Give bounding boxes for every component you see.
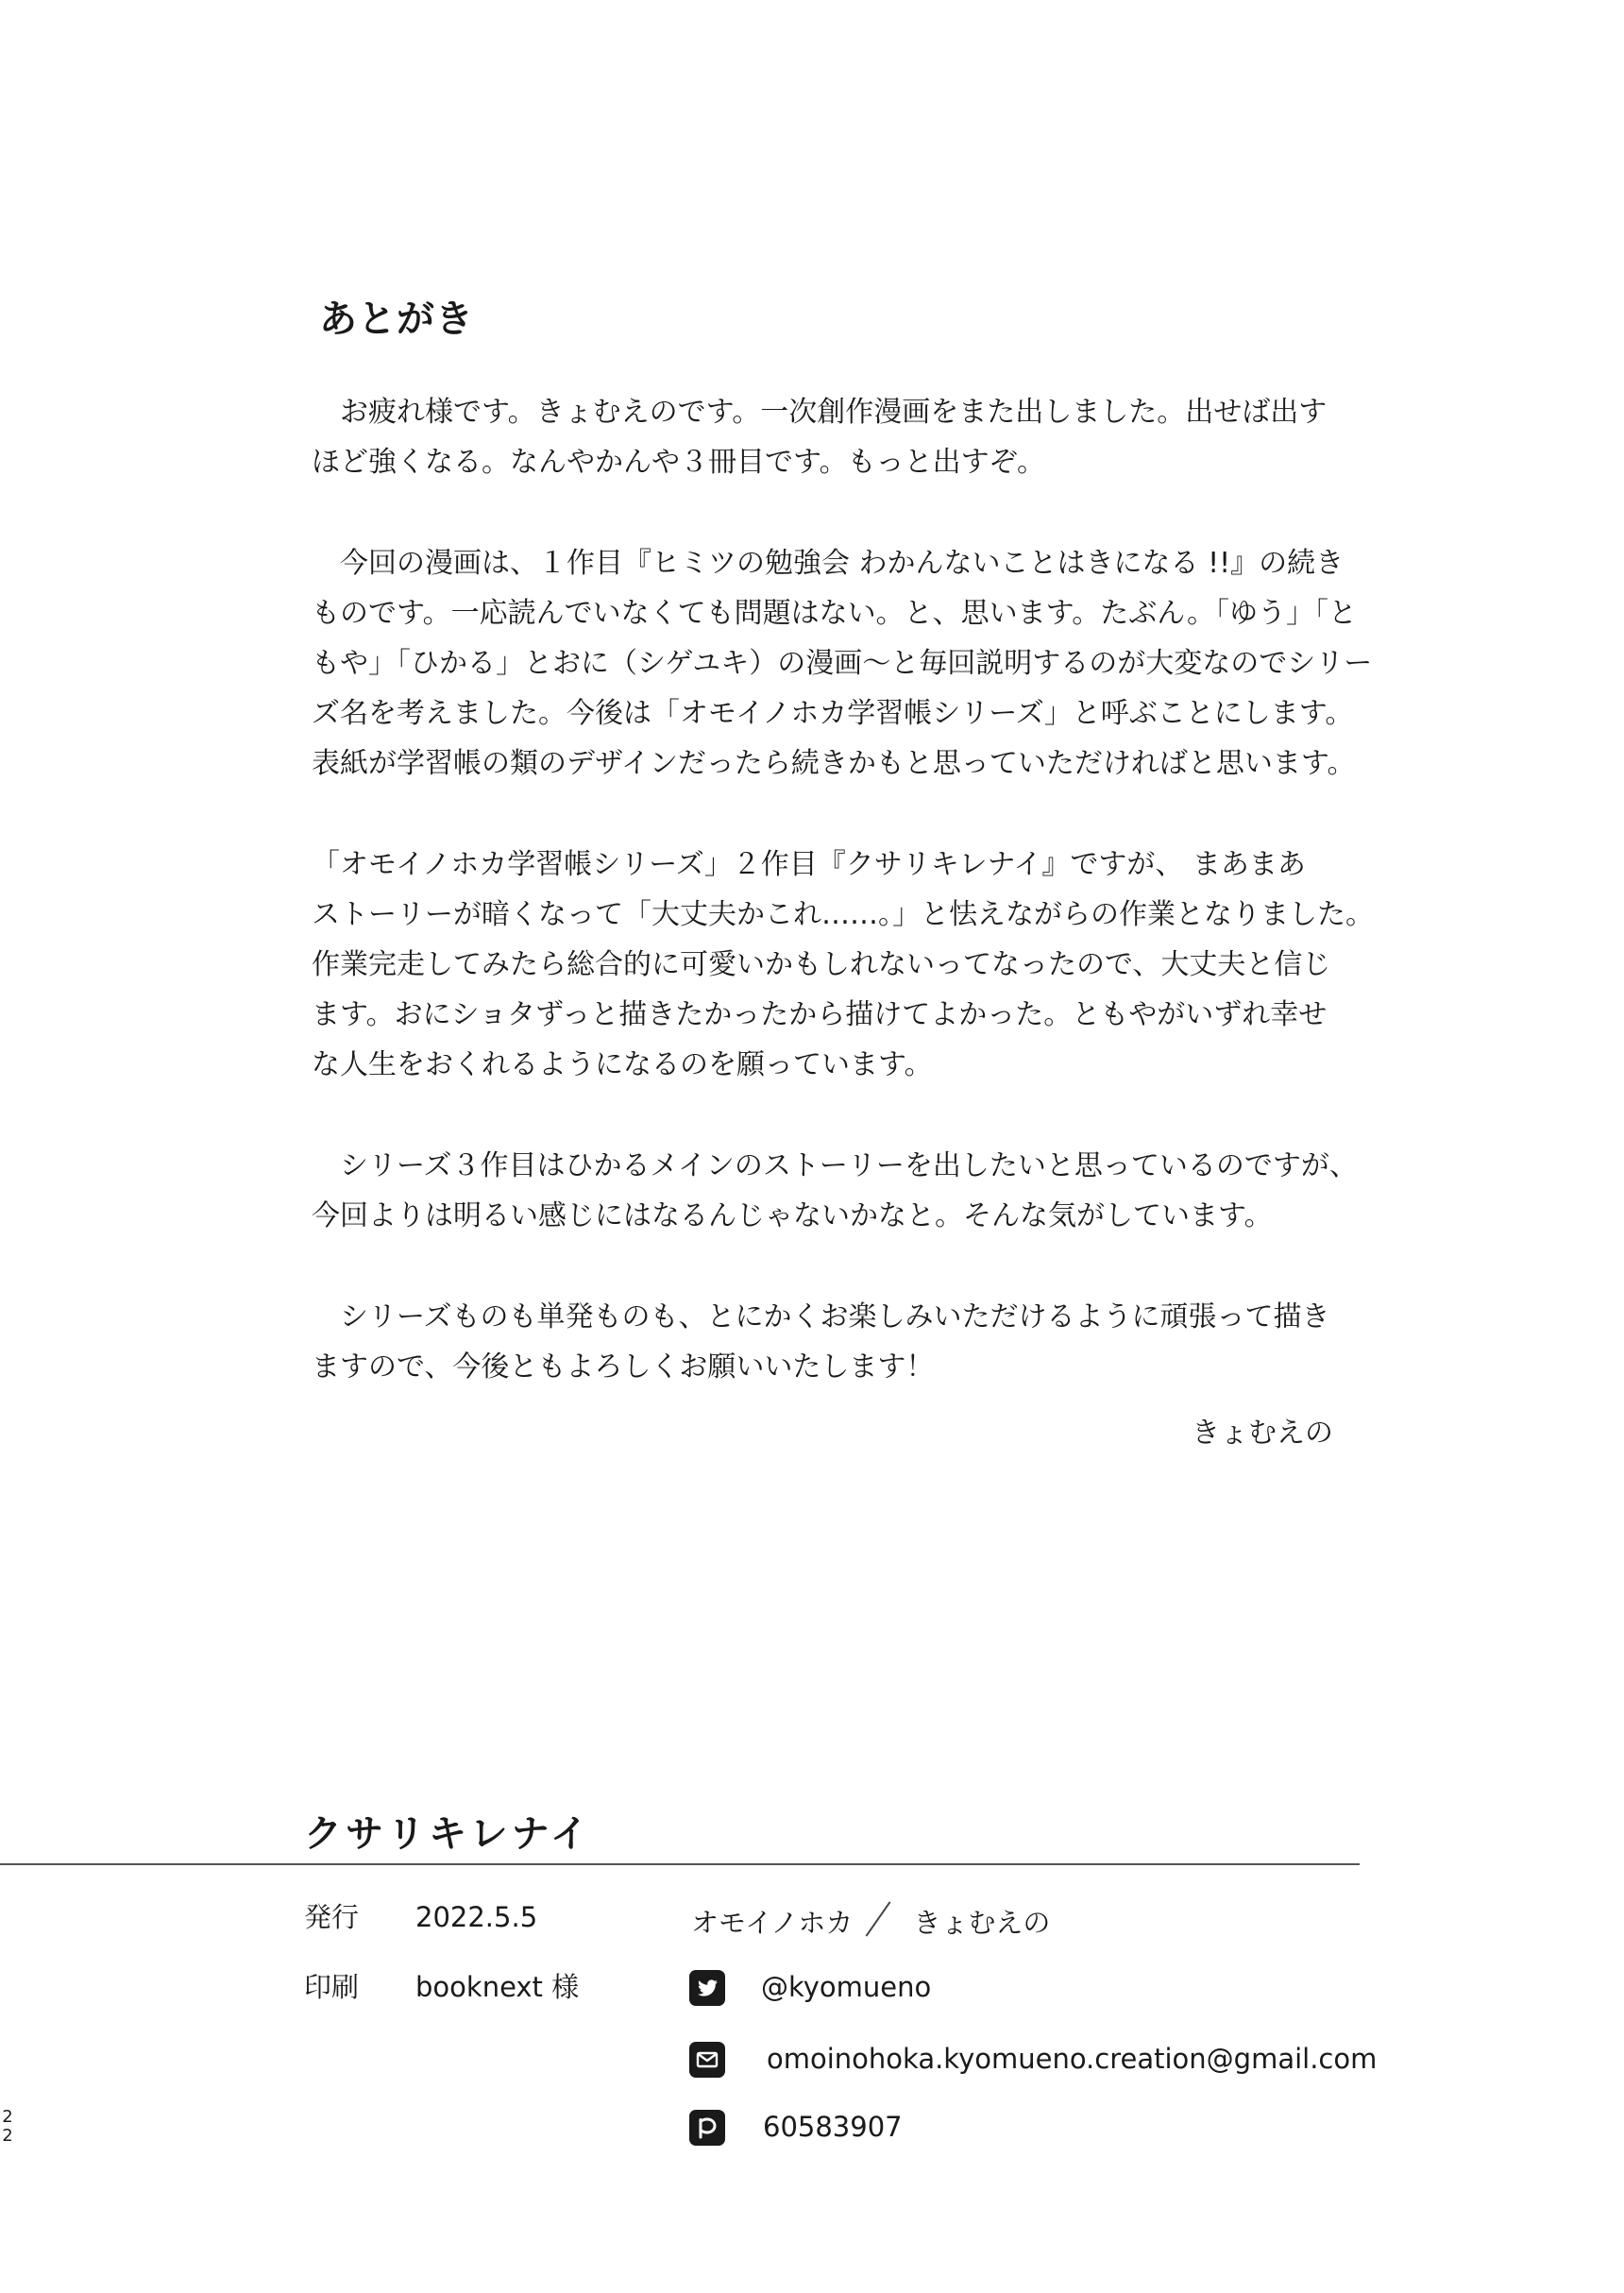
published-label: 発行 <box>304 1901 360 1933</box>
afterword-paragraph-4 <box>312 1141 1369 1241</box>
text-line: 今回の漫画は、１作目『ヒミツの勉強会 わかんないことはきになる !!』の続き <box>312 547 1345 580</box>
text-line: シリーズものも単発ものも、とにかくお楽しみいただけるように頑張って描き <box>312 1300 1330 1333</box>
published-date: 2022.5.5 <box>415 1901 538 1933</box>
page-number-digit: 2 <box>2 2126 13 2146</box>
text-line: 表紙が学習帳の類のデザインだったら続きかもと思っていただければと思います。 <box>312 747 1356 780</box>
page-number <box>0 2108 15 2146</box>
text-line: ストーリーが暗くなって「大丈夫かこれ……。」と怯えながらの作業となりました。 <box>312 898 1374 931</box>
slash-separator <box>866 1901 891 1936</box>
printer-name: booknext 様 <box>415 1971 580 2003</box>
text-line: な人生をおくれるようになるのを願っています。 <box>312 1048 933 1081</box>
pixiv-id[interactable]: 60583907 <box>763 2111 903 2143</box>
text-line: 「オモイノホカ学習帳シリーズ」２作目『クサリキレナイ』ですが、 まあまあ <box>312 848 1306 881</box>
afterword-paragraph-2 <box>312 538 1373 789</box>
text-line: もや」「ひかる」とおに（シゲユキ）の漫画〜と毎回説明するのが大変なのでシリー <box>312 647 1373 680</box>
email-address[interactable]: omoinohoka.kyomueno.creation@gmail.com <box>767 2043 1378 2075</box>
page-number-digit: 2 <box>2 2107 13 2127</box>
circle-author <box>691 1898 1050 1942</box>
afterword-signature: きょむえの <box>1192 1417 1333 1450</box>
afterword-paragraph-1 <box>312 387 1369 487</box>
text-line: ズ名を考えました。今後は「オモイノホカ学習帳シリーズ」と呼ぶことにします。 <box>312 697 1354 730</box>
text-line: お疲れ様です。きょむえのです。一次創作漫画をまた出しました。出せば出す <box>312 396 1328 429</box>
text-line: 作業完走してみたら総合的に可愛いかもしれないってなったので、大丈夫と信じ <box>312 948 1331 981</box>
mail-icon <box>689 2042 725 2078</box>
afterword-paragraph-3 <box>312 840 1374 1090</box>
afterword-paragraph-5 <box>312 1292 1369 1392</box>
twitter-handle[interactable]: @kyomueno <box>761 1971 932 2003</box>
text-line: ますので、今後ともよろしくお願いいたします！ <box>312 1350 935 1384</box>
text-line: シリーズ３作目はひかるメインのストーリーを出したいと思っているのですが、 <box>312 1149 1358 1182</box>
afterword-body <box>312 387 1374 1443</box>
circle-name: オモイノホカ <box>691 1907 854 1939</box>
text-line: 今回よりは明るい感じにはなるんじゃないかなと。そんな気がしています。 <box>312 1199 1273 1232</box>
text-line: ものです。一応読んでいなくても問題はない。と、思います。たぶん。「ゆう」「と <box>312 597 1357 630</box>
afterword-heading: あとがき <box>319 297 474 341</box>
pixiv-icon <box>689 2110 725 2146</box>
twitter-icon <box>689 1970 725 2006</box>
printing-label: 印刷 <box>304 1971 360 2003</box>
text-line: ほど強くなる。なんやかんや３冊目です。もっと出すぞ。 <box>312 446 1045 479</box>
text-line: ます。おにショタずっと描きたかったから描けてよかった。ともやがいずれ幸せ <box>312 998 1328 1031</box>
book-title: クサリキレナイ <box>304 1812 592 1856</box>
colophon-divider <box>0 1863 1360 1865</box>
author-name: きょむえの <box>913 1907 1051 1939</box>
